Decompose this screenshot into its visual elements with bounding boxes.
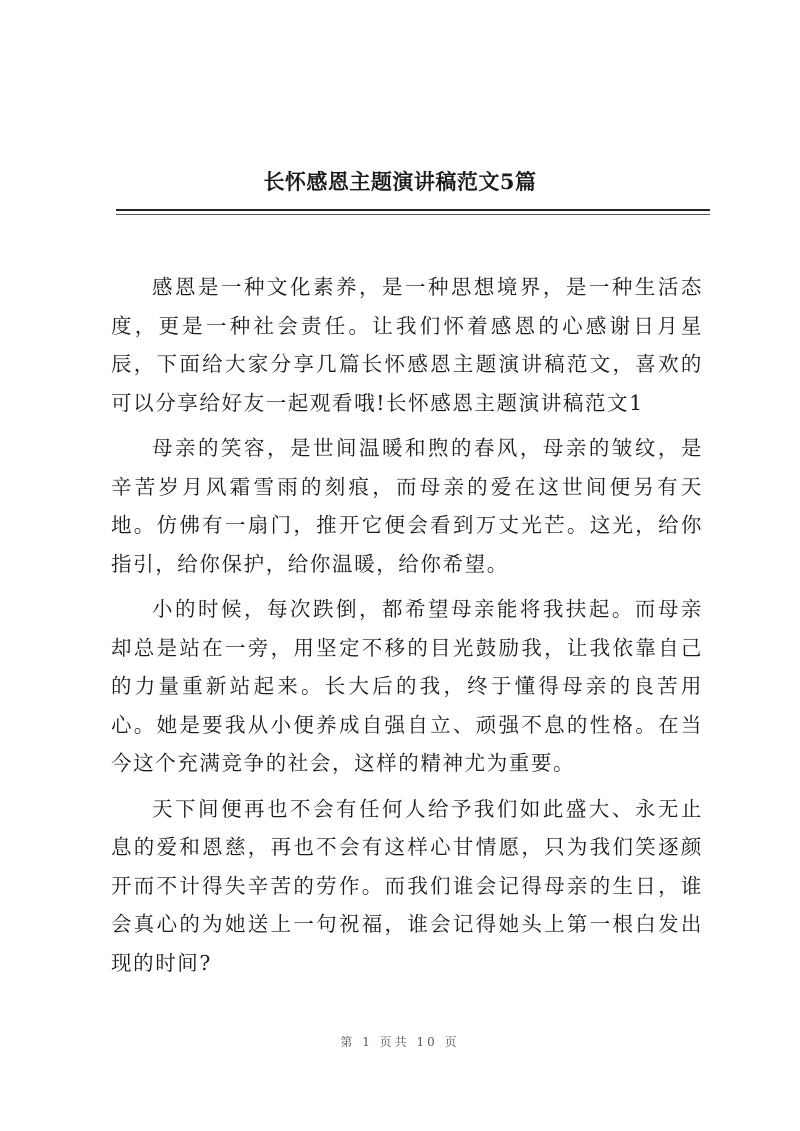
paragraph-4: 天下间便再也不会有任何人给予我们如此盛大、永无止息的爱和恩慈，再也不会有这样心甘情愿，只为我们笑逐颜开而不计得失辛苦的劳作。而我们谁会记得母亲的生日，谁会真心的为她送上一句祝福，谁会记得她头上第一根白发出现的时间?: [111, 796, 703, 975]
paragraph-1: 感恩是一种文化素养，是一种思想境界，是一种生活态度，更是一种社会责任。让我们怀着感恩的心感谢日月星辰，下面给大家分享几篇长怀感恩主题演讲稿范文，喜欢的可以分享给好友一起观看哦!长怀感恩主题演讲稿范文1: [111, 275, 703, 415]
page-footer: 第 1 页共 10 页: [340, 1035, 460, 1049]
title-rule-thin: [116, 214, 710, 215]
document-body: [111, 268, 703, 989]
paragraph-3: 小的时候，每次跌倒，都希望母亲能将我扶起。而母亲却总是站在一旁，用坚定不移的目光鼓励我，让我依靠自己的力量重新站起来。长大后的我，终于懂得母亲的良苦用心。她是要我从小便养成自强自立、顽强不息的性格。在当今这个充满竞争的社会，这样的精神尤为重要。: [111, 597, 703, 775]
document-title: 长怀感恩主题演讲稿范文5篇: [263, 169, 537, 194]
paragraph-2: 母亲的笑容，是世间温暖和煦的春风，母亲的皱纹，是辛苦岁月风霜雪雨的刻痕，而母亲的爱在这世间便另有天地。仿佛有一扇门，推开它便会看到万丈光芒。这光，给你指引，给你保护，给你温暖，给你希望。: [111, 436, 703, 576]
title-rule-thick: [116, 209, 710, 211]
